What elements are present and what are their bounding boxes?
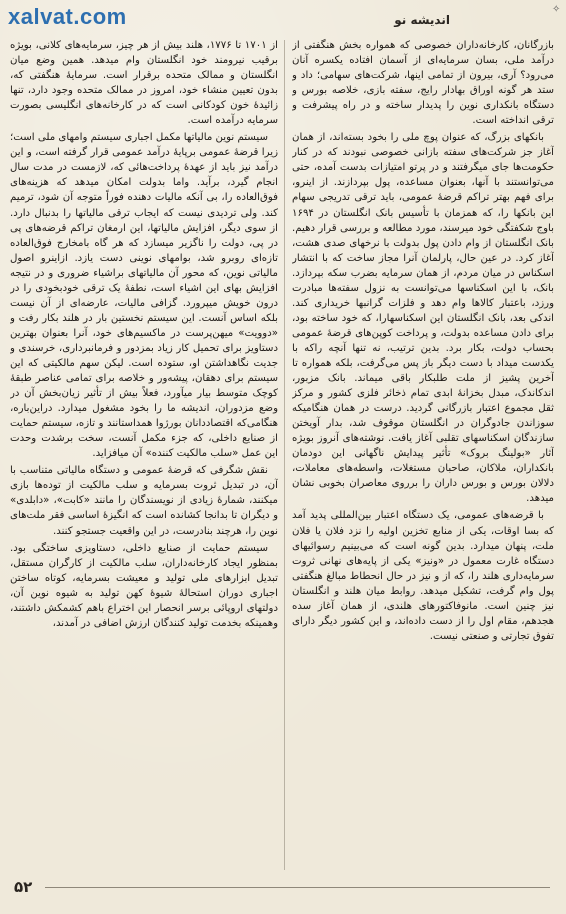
running-title: اندیشه نو: [394, 13, 450, 27]
column-divider: [284, 40, 285, 870]
text-column-left: [10, 38, 278, 874]
paragraph: بانکهای بزرگ، که عنوان پوچ ملی را بخود بسته‌اند، از همان آغاز جز شرکت‌های سفته بازانی خصوصی نبودند که در کنار حکومت‌ها جای میگرفتند و در پرتو امتیازات بدست آمده، حتی می‌توانستند با آنها، بعنوان مساعده، پول بپردازند. از اینرو، برای فهم بهتر تراکم قرضهٔ عمومی، باید ترقی تدریجی سهام این بانکها را، که همزمان با تأسیس بانک انگلستان در ۱۶۹۴ باوج شکفتگی خود میرسند، مورد مطالعه و بررسی قرار دهیم. بانک انگلستان از وام دادن پول بدولت با نرخهای صدی هشت، آغاز کرد. در عین حال، پارلمان آنرا مجاز ساخت که با انتشار اسکناس در میان مردم، از همان سرمایه بضرب سکه بپردازد. بانک، با این اسکناسها می‌توانست به نزول سفته‌ها مبادرت ورزد، باعتبار کالاها وام دهد و فلزات گرانبها خریداری کند. اندکی بعد، بانک انگلستان این اسکناسهارا، که خود ساخته بود، برای دادن مساعده بدولت، و پرداخت کوپن‌های قرضهٔ عمومی بحساب دولت، بکار برد. بدین ترتیب، نه تنها آنچه راکه با یکدست میداد با دست دیگر باز پس می‌گرفت، بلکه همواره تا آخرین پشیز از ملت طلبکار باقی میماند. بانک مزبور، اندکاندک، مبدل بخزانهٔ ابدی تمام ذخائر فلزی کشور و مرکز ثقل مجموع اعتبار بازرگانی گردید. درست در همان هنگامیکه سوزاندن جادوگران در انگلستان موقوف شد، بدار آویختن سازندگان اسکناسهای تقلبی آغاز یافت. نوشته‌های آنروز بویژه آثار «بولینگ بروک» تأثیر پیدایش ناگهانی این دودمان بانکداران، ملاکان، صاحبان مستغلات، واسطه‌های معاملات، دلالان بورس و بورس داران را برروی معاصران بخوبی نشان میدهد.: [292, 132, 554, 505]
page-number: ۵۲: [14, 878, 33, 896]
paragraph: بازرگانان، کارخانه‌داران خصوصی که همواره بخش هنگفتی از درآمد ملی، بسان سرمایه‌ای از آسمان افتاده یکسره آنان می‌رود؟ آری، بیرون از تمامی اینها، شرکت‌های سهامی؛ داد و ستد هر گونه اوراق بهادار رایج، سفته بازی، خلاصه بورس و دستگاه بانکداری نوین را پدیدار ساخته و در راه پیشرفت و ترقی انداخته است.: [292, 40, 554, 127]
site-watermark: xalvat.com: [8, 4, 127, 29]
text-column-right: [292, 38, 554, 874]
paragraph: سیستم نوین مالیاتها مکمل اجباری سیستم وامهای ملی است؛ زیرا قرضهٔ عمومی برپایهٔ درآمد عمومی قرار گرفته است، و این درآمد نیز باید از عهدهٔ پرداخت‌هائی که، لازمست در مدت سال انجام گیرد، برآید. واما بدولت امکان میدهد که هزینه‌های فوق‌العاده را، بی آنکه مالیات دهنده فوراً متوجه آن شود، ترمیم کند. ولی تردیدی نیست که ایجاب ترقی مالیاتها را بدنبال دارد. از سوی دیگر، افزایش مالیاتها، این ارمغان تراکم قرضه‌های پی در پی، دولت را ناگزیر میسازد که هر گاه بامخارج فوق‌العاده تازه‌ای روبرو شد، بوامهای نوینی دست یازد. ازاینرو اصول مالیاتی نوین، که محور آن مالیاتهای براشیاء ضروری و در نتیجه افزایش بهای این اشیاء است، نطفهٔ یک ترقی خودبخودی را در درون خویش میپرورد. گزافی مالیات، عارضه‌ای از آن نیست بلکه اساس آنست. این سیستم نخستین بار در هلند بکار رفت و «دوویت» میهن‌پرست در ماکسیم‌های خود، آنرا بعنوان بهترین دستاویز برای تحمیل کار زیاد بمزدور و فرمانبرداری، خرسندی و جدیت نگاهداشتن او، ستوده است. لیکن سهم مالکیتی که این سیستم برای دهقان، پیشه‌ور و خلاصه برای تمامی عناصر طبقهٔ کوچک متوسط بیار میآورد، فعلاً بیش از تأثیر زیان‌بخش آن در وضع مزدوران، اندیشه ما را بخود مشغول میدارد. دراین‌باره، هنگامی‌که اقتصاددانان بورژوا همداستانند و تازه، سیستم حمایت از صنایع داخلی، که جزء مکمل آنست، سخت برشدت وحدت این عمل «سلب مالکیت کننده» آن میافزاید.: [10, 132, 278, 460]
footer-rule: [45, 887, 550, 888]
paragraph: نقش شگرفی که قرضهٔ عمومی و دستگاه مالیاتی متناسب با آن، در تبدیل ثروت بسرمایه و سلب مالکیت از توده‌ها بازی میکنند، شمارهٔ زیادی از نویسندگان را مانند «کابت»، «دابلدی» و دیگران تا بدانجا کشانده است که انگیزهٔ اساسی فقر ملت‌های نوین را، هرچند بنادرست، در این واقعیت جستجو کنند.: [10, 465, 278, 537]
paragraph: با قرضه‌های عمومی، یک دستگاه اعتبار بین‌المللی پدید آمد که بسا اوقات، یکی از منابع تخزین اولیه را نزد فلان یا فلان ملت، پنهان میدارد. بدین گونه است که می‌بینیم رسوائیهای دستگاه غارت معمول در «ونیز» یکی از پایه‌های نهانی ثروت سرمایه‌داری هلند را، که از و نیز در حال انحطاط مبالغ هنگفتی پول وام گرفت، تشکیل میدهد. روابط میان هلند و انگلستان نیز چنین است. مانوفاکتورهای هلندی، از همان آغاز سده هجدهم، مقام اول را از دست داده‌اند، و این کشور دیگر دارای تفوق تجارتی و صنعتی نیست.: [292, 510, 554, 642]
paragraph: از ۱۷۰۱ تا ۱۷۷۶، هلند بیش از هر چیز، سرمایه‌های کلانی، بویژه برقیب نیرومند خود انگلستان وام میدهد. همین وضع میان انگلستان و ممالک متحده برقرار است. سرمایهٔ هنگفتی که، بدون تعیین منشاء خود، امروز در ممالک متحده وجود دارد، تنها زائیدهٔ خون کودکانی است که در کارخانه‌های انگلیسی بصورت سرمایه درآمده است.: [10, 40, 278, 127]
paragraph: سیستم حمایت از صنایع داخلی، دستاویزی ساختگی بود. بمنظور ایجاد کارخانه‌داران، سلب مالکیت از کارگران مستقل، تبدیل ابزارهای ملی تولید و معیشت بسرمایه، کوتاه ساختن اجباری دوران استحالهٔ شیوهٔ کهن تولید به شیوه نوین آن، دولتهای اروپائی برسر انحصار این اختراع باهم کشمکش داشتند، وهمینکه بخدمت تولید کنندگان ارزش اضافی در آمدند،: [10, 542, 278, 629]
page-header: [180, 6, 560, 34]
corner-mark-icon: ✧: [552, 4, 561, 15]
